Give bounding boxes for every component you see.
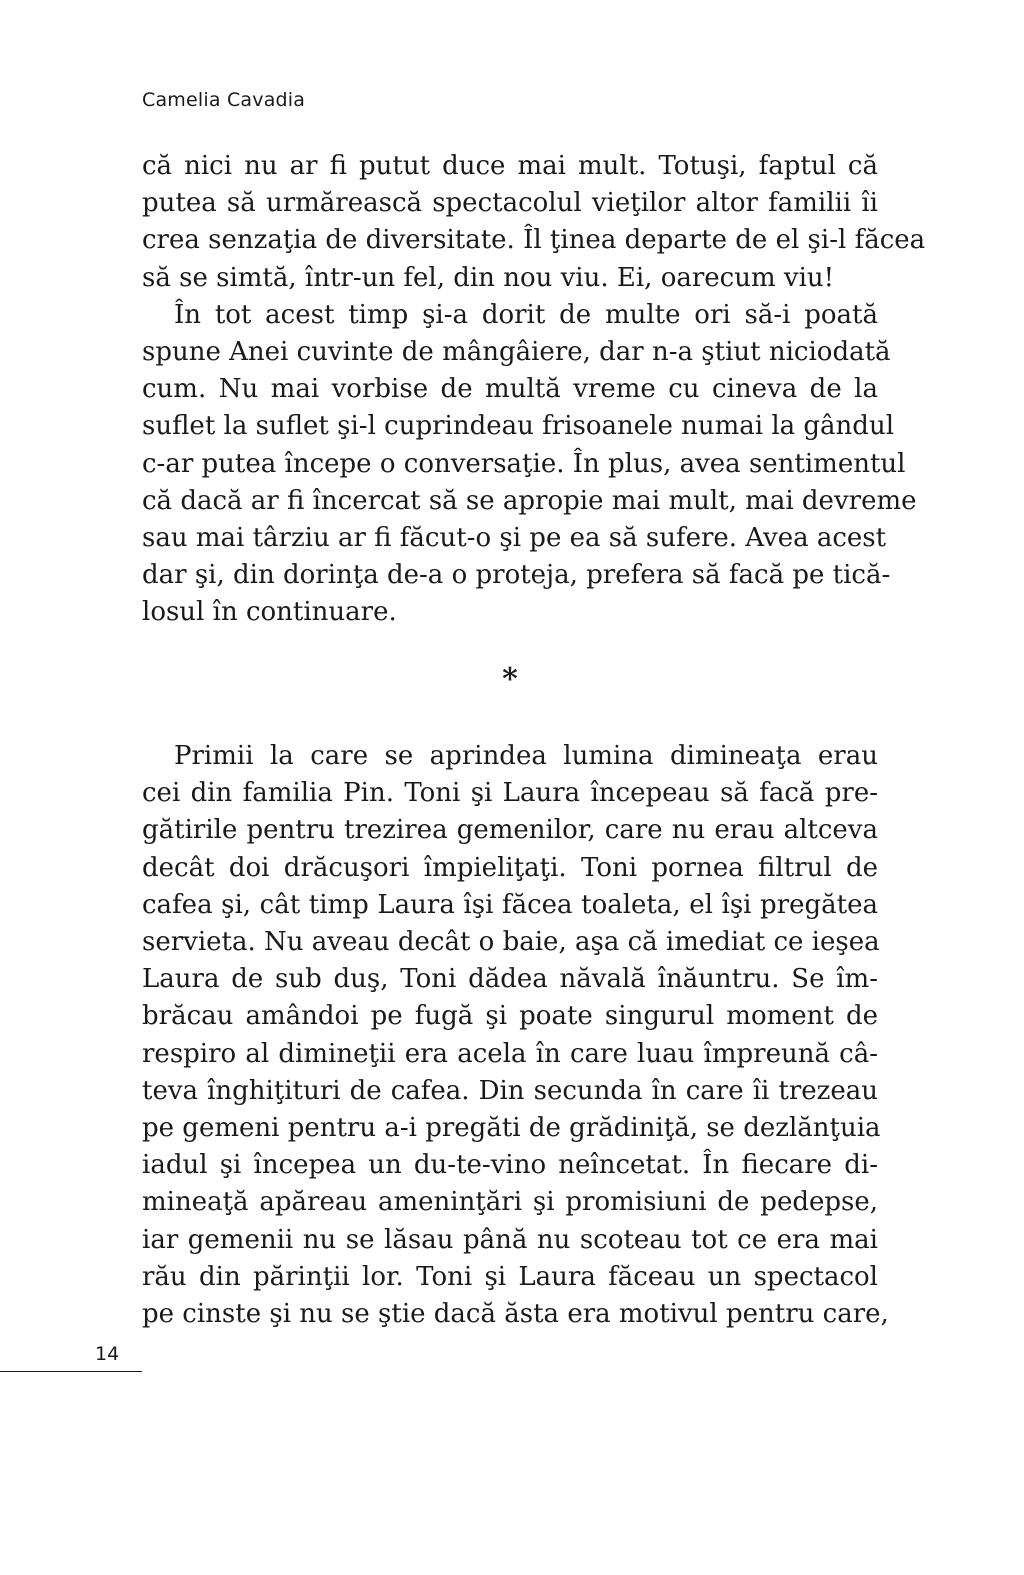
text-line: suflet la suflet şi-l cuprindeau frisoanele numai la gândul [142,411,895,442]
text-line: cafea şi, cât timp Laura îşi făcea toaleta, el îşi pregătea [142,889,878,920]
text-line: Primii la care se aprindea lumina dimineaţa erau [174,741,878,771]
text-line: rău din părinţii lor. Toni şi Laura făceau un spectacol [142,1261,878,1292]
body-text-top [142,148,926,632]
text-line: putea să urmărească spectacolul vieţilor altor familii îi [142,188,878,219]
text-line: să se simtă, într-un fel, din nou viu. Ei, oarecum viu! [142,262,835,293]
text-line: gătirile pentru trezirea gemenilor, care nu erau altceva [142,815,878,846]
text-line: crea senzaţia de diversitate. Îl ţinea departe de el şi-l făcea [142,225,926,256]
body-text-bottom [142,738,889,1333]
text-line: teva înghiţituri de cafea. Din secunda în care îi trezeau [142,1075,878,1106]
text-line: spune Anei cuvinte de mângâiere, dar n-a ştiut niciodată [142,337,891,368]
text-line: dar şi, din dorinţa de-a o proteja, prefera să facă pe tică- [142,560,891,591]
text-line: c-ar putea începe o conversaţie. În plus, avea sentimentul [142,448,906,479]
text-line: losul în continuare. [142,597,397,628]
text-line: că nici nu ar fi putut duce mai mult. Totuşi, faptul că [142,151,878,181]
text-line: iar gemenii nu se lăsau până nu scoteau tot ce era mai [142,1224,878,1255]
text-line: În tot acest timp şi-a dorit de multe ori să-i poată [174,299,878,330]
text-line: cei din familia Pin. Toni şi Laura începeau să facă pre- [142,778,878,809]
text-line: cum. Nu mai vorbise de multă vreme cu cineva de la [142,374,878,405]
text-line: sau mai târziu ar fi făcut-o şi pe ea să sufere. Avea acest [142,523,887,554]
text-line: pe cinste şi nu se ştie dacă ăsta era motivul pentru care, [142,1299,889,1330]
running-head-author: Camelia Cavadia [142,89,306,111]
text-line: servieta. Nu aveau decât o baie, aşa că imediat ce ieşea [142,927,880,958]
text-line: respiro al dimineţii era acela în care luau împreună câ- [142,1038,878,1069]
text-line: că dacă ar fi încercat să se apropie mai mult, mai devreme [142,485,917,516]
text-line: Laura de sub duş, Toni dădea năvală înăuntru. Se îm- [142,964,878,995]
text-line: pe gemeni pentru a-i pregăti de grădiniţă, se dezlănţuia [142,1113,881,1144]
text-line: decât doi drăcuşori împieliţaţi. Toni pornea filtrul de [142,852,878,883]
section-break-asterisk: * [502,662,518,697]
footer-rule-divider [0,1371,142,1372]
text-line: iadul şi începea un du-te-vino neîncetat. În fiecare di- [142,1150,878,1181]
page-number: 14 [95,1343,120,1365]
text-line: brăcau amândoi pe fugă şi poate singurul moment de [142,1001,878,1032]
text-line: mineaţă apăreau ameninţări şi promisiuni de pedepse, [142,1187,878,1218]
